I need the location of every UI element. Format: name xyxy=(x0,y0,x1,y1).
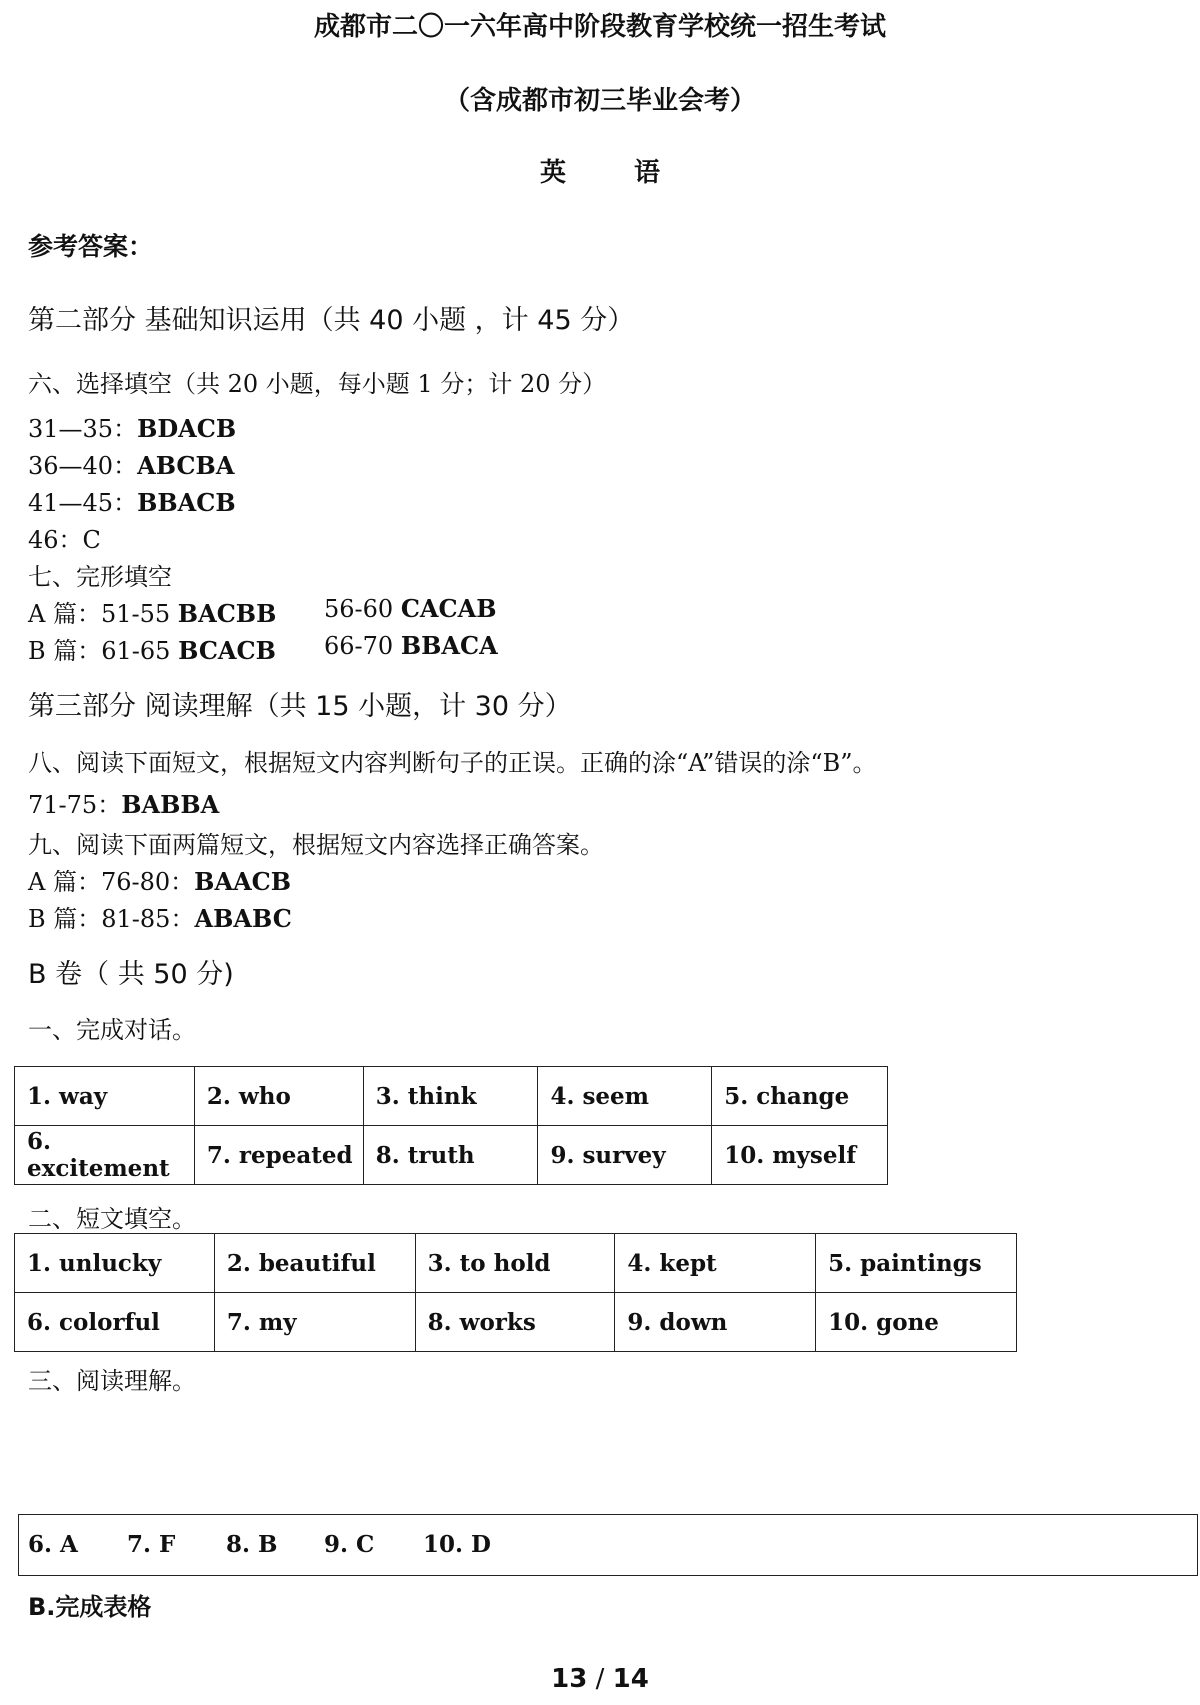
reading-answer-item: 10. D xyxy=(423,1531,491,1558)
sec9-heading: 九、阅读下面两篇短文，根据短文内容选择正确答案。 xyxy=(28,831,604,859)
sec6-heading: 六、选择填空（共 20 小题，每小题 1 分；计 20 分） xyxy=(28,370,607,398)
part2-heading: 第二部分 基础知识运用（共 40 小题 ，计 45 分） xyxy=(28,305,635,336)
table-cell: 3. think xyxy=(363,1067,538,1126)
sec9-answer: BAACB xyxy=(194,867,292,896)
exam-subtitle: （含成都市初三毕业会考） xyxy=(443,86,756,116)
page-separator: / xyxy=(587,1664,613,1694)
table-row xyxy=(15,1126,888,1185)
sec9-label: B 篇：81-85： xyxy=(28,905,195,933)
sec7-label-2: 66-70 xyxy=(324,632,401,660)
sec9-label: A 篇：76-80： xyxy=(28,868,195,896)
sec7-row-a-second xyxy=(324,594,497,623)
sec7-answer: BACBB xyxy=(177,599,277,628)
sec6-row-answer: ABCBA xyxy=(137,451,235,480)
exam-title: 成都市二〇一六年高中阶段教育学校统一招生考试 xyxy=(313,12,886,42)
table-cell: 1. unlucky xyxy=(15,1234,215,1293)
table-cell: 4. kept xyxy=(615,1234,816,1293)
table-cell: 1. way xyxy=(15,1067,195,1126)
sec7-row-b xyxy=(28,631,276,666)
answers-heading: 参考答案： xyxy=(28,232,154,261)
table-cell: 4. seem xyxy=(538,1067,712,1126)
sec9-answer: ABABC xyxy=(194,904,292,933)
sec7-label: A 篇：51-55 xyxy=(28,600,178,628)
page-current: 13 xyxy=(551,1664,588,1694)
page-number xyxy=(0,1664,1200,1694)
subject-char-2: 语 xyxy=(634,158,661,188)
vb-sec1-heading: 一、完成对话。 xyxy=(28,1016,196,1044)
sec7-answer: BCACB xyxy=(178,636,276,665)
sec8-answer-row xyxy=(28,785,219,820)
reading-answer-box xyxy=(18,1514,1198,1576)
sec7-answer-2: BBACA xyxy=(400,631,498,660)
sec6-row-label: 36—40： xyxy=(28,452,138,480)
table-row xyxy=(15,1234,1017,1293)
sec7-row-b-second xyxy=(324,631,498,660)
table-cell: 8. truth xyxy=(363,1126,538,1185)
cloze-answer-table xyxy=(14,1233,1017,1352)
table-cell: 6. excitement xyxy=(15,1126,195,1185)
reading-answer-item: 7. F xyxy=(127,1531,176,1558)
sec6-row-label: 41—45： xyxy=(28,489,138,517)
reading-answer-item: 8. B xyxy=(226,1531,278,1558)
sec6-row-4 xyxy=(28,520,101,555)
table-cell: 2. who xyxy=(194,1067,363,1126)
table-cell: 2. beautiful xyxy=(214,1234,415,1293)
sec9-row-a xyxy=(28,862,291,897)
sec8-answer: BABBA xyxy=(121,790,220,819)
sec6-row-answer: BDACB xyxy=(137,414,237,443)
table-cell: 9. survey xyxy=(538,1126,712,1185)
table-cell: 10. myself xyxy=(712,1126,888,1185)
page-total: 14 xyxy=(612,1664,649,1694)
table-cell: 9. down xyxy=(615,1293,816,1352)
sec6-row-label: 46： xyxy=(28,526,83,554)
subject-char-1: 英 xyxy=(539,158,566,188)
table-cell: 8. works xyxy=(415,1293,615,1352)
sec7-label: B 篇：61-65 xyxy=(28,637,179,665)
sec7-heading: 七、完形填空 xyxy=(28,563,172,591)
table-row xyxy=(15,1293,1017,1352)
volume-b-heading: B 卷（ 共 50 分) xyxy=(28,959,234,990)
sec6-row-3 xyxy=(28,483,236,518)
table-cell: 6. colorful xyxy=(15,1293,215,1352)
sec8-label: 71-75： xyxy=(28,791,122,819)
sec8-heading: 八、阅读下面短文，根据短文内容判断句子的正误。正确的涂“A”错误的涂“B”。 xyxy=(28,749,877,777)
sec7-label-2: 56-60 xyxy=(324,595,401,623)
sec6-row-answer: BBACB xyxy=(137,488,236,517)
vb-sec3-heading: 三、阅读理解。 xyxy=(28,1367,196,1395)
subject-title xyxy=(0,152,1200,189)
table-cell: 5. paintings xyxy=(816,1234,1017,1293)
sec7-row-a xyxy=(28,594,276,629)
table-row xyxy=(15,1067,888,1126)
vb-sec2-heading: 二、短文填空。 xyxy=(28,1205,196,1233)
sec6-row-answer: C xyxy=(82,526,101,554)
part3-heading: 第三部分 阅读理解（共 15 小题，计 30 分） xyxy=(28,691,572,722)
reading-answer-item: 6. A xyxy=(28,1531,78,1558)
table-cell: 5. change xyxy=(712,1067,888,1126)
sec7-answer-2: CACAB xyxy=(400,594,497,623)
table-cell: 7. repeated xyxy=(194,1126,363,1185)
sec9-row-b xyxy=(28,899,292,934)
complete-table-heading: B.完成表格 xyxy=(28,1593,152,1621)
reading-answer-item: 9. C xyxy=(324,1531,375,1558)
dialogue-answer-table xyxy=(14,1066,888,1185)
table-cell: 3. to hold xyxy=(415,1234,615,1293)
sec6-row-1 xyxy=(28,409,236,444)
table-cell: 10. gone xyxy=(816,1293,1017,1352)
sec6-row-2 xyxy=(28,446,234,481)
sec6-row-label: 31—35： xyxy=(28,415,138,443)
table-cell: 7. my xyxy=(214,1293,415,1352)
